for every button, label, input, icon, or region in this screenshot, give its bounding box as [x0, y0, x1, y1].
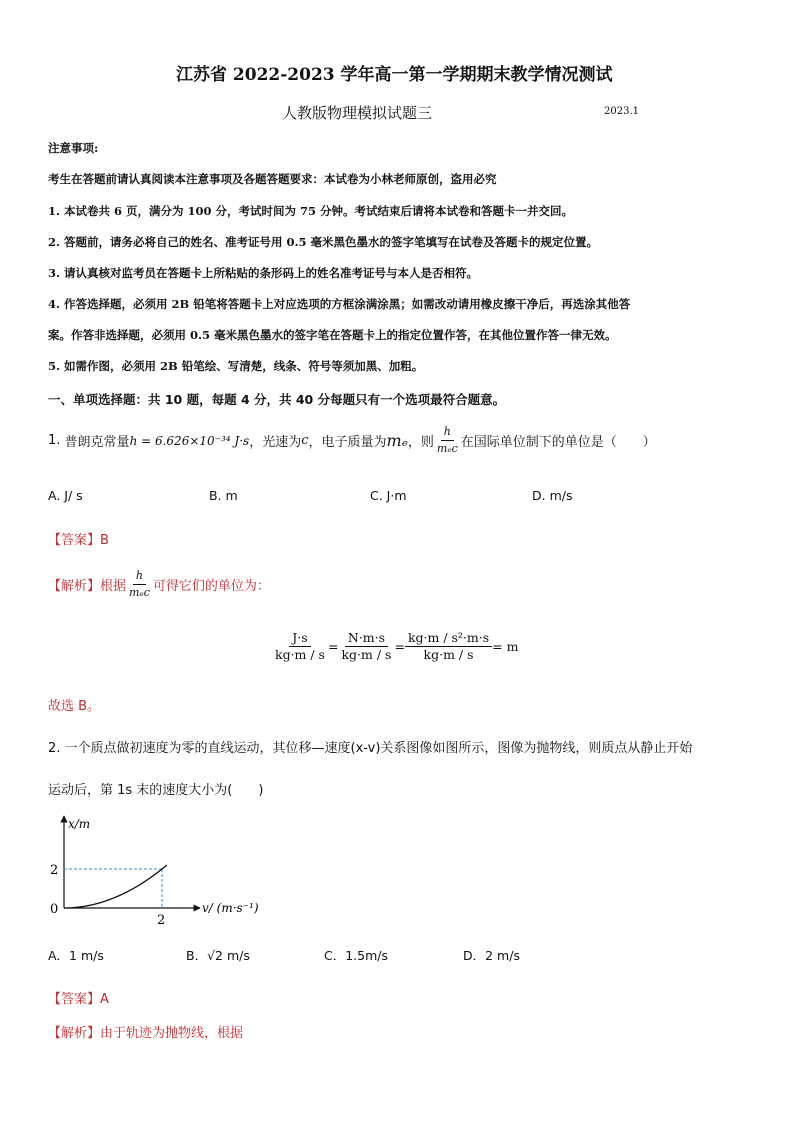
- fraction-denominator: kg·m / s: [275, 647, 325, 662]
- x-axis-label: v/ (m·s⁻¹): [202, 901, 259, 915]
- notice-line: 5. 如需作图，必须用 2B 铅笔绘、写清楚，线条、符号等须加黑、加粗。: [48, 359, 424, 373]
- fraction-denominator: mₑc: [129, 586, 150, 599]
- fraction-1: [272, 630, 328, 663]
- question-number: 2.: [48, 741, 61, 756]
- page-subtitle: 人教版物理模拟试题三: [282, 104, 433, 122]
- analysis-tag: 【解析】: [48, 579, 101, 594]
- question-text: 普朗克常量: [64, 435, 130, 450]
- fraction-h-mec: [126, 568, 153, 601]
- option-b[interactable]: B．√2 m/s: [186, 948, 250, 963]
- fraction-2: [338, 630, 394, 663]
- symbol-c: c: [301, 433, 309, 448]
- question-text: ，光速为: [249, 435, 302, 450]
- question-text: 在国际单位制下的单位是（ ）: [460, 435, 656, 450]
- notice-line: 2. 答题前，请务必将自己的姓名、准考证号用 0.5 毫米黑色墨水的签字笔填写在试卷及答题卡的规定位置。: [48, 235, 599, 249]
- analysis-2: [48, 1022, 243, 1041]
- y-tick-2: 2: [50, 863, 59, 878]
- analysis-text: 根据: [100, 579, 127, 594]
- question-text: 一个质点做初速度为零的直线运动，其位移—速度(x-v)关系图像如图所示，图像为抛物线，则质点从静止开始: [64, 741, 693, 756]
- fraction-denominator: kg·m / s: [423, 647, 474, 662]
- fraction-denominator: kg·m / s: [341, 647, 392, 662]
- option-b[interactable]: B. m: [209, 488, 238, 503]
- answer-value: B: [100, 533, 109, 548]
- option-a[interactable]: A. J/ s: [48, 488, 83, 503]
- analysis-1: [48, 568, 270, 601]
- unit-derivation: [272, 630, 518, 663]
- analysis-text: 由于轨迹为抛物线，根据: [100, 1026, 244, 1041]
- answer-value: A: [100, 992, 109, 1007]
- notice-line: 1. 本试卷共 6 页，满分为 100 分，考试时间为 75 分钟。考试结束后请将本试卷和答题卡一并交回。: [48, 204, 574, 218]
- page-title: 江苏省 2022-2023 学年高一第一学期期末教学情况测试: [176, 65, 613, 85]
- fraction-numerator: h: [133, 568, 146, 585]
- equals-sign: =: [394, 639, 405, 654]
- notice-line: 3. 请认真核对监考员在答题卡上所粘贴的条形码上的姓名准考证号与本人是否相符。: [48, 266, 479, 280]
- analysis-tag: 【解析】: [48, 1026, 101, 1041]
- question-2-line1: [48, 737, 692, 756]
- answer-tag: 【答案】: [48, 533, 101, 548]
- origin-label: 0: [50, 902, 59, 917]
- answer-1: [48, 529, 109, 548]
- fraction-numerator: J·s: [289, 630, 310, 647]
- section-heading: 一、单项选择题：共 10 题，每题 4 分，共 40 分每题只有一个选项最符合题意。: [48, 392, 506, 407]
- fraction-numerator: kg·m / s²·m·s: [405, 630, 492, 647]
- conclusion-1: 故选 B。: [48, 699, 101, 714]
- planck-formula: h = 6.626×10⁻³⁴ J·s: [129, 433, 250, 448]
- equals-sign: =: [327, 639, 339, 654]
- question-text: ，电子质量为: [308, 435, 387, 450]
- symbol-me: mₑ: [386, 431, 408, 450]
- option-a[interactable]: A．1 m/s: [48, 948, 104, 963]
- option-c[interactable]: C．1.5m/s: [324, 948, 389, 963]
- fraction-denominator: mₑc: [436, 442, 458, 455]
- notice-line: 案。作答非选择题，必须用 0.5 毫米黑色墨水的签字笔在答题卡上的指定位置作答，在其他位置作答一律无效。: [48, 328, 617, 342]
- analysis-text: 可得它们的单位为：: [152, 579, 270, 594]
- answer-tag: 【答案】: [48, 992, 101, 1007]
- xv-graph: [40, 812, 280, 932]
- question-text: ，则: [407, 435, 434, 450]
- fraction-3: [405, 630, 492, 663]
- option-c[interactable]: C. J·m: [370, 488, 407, 503]
- question-1: [48, 424, 656, 457]
- parabola-curve: [64, 865, 167, 908]
- answer-2: [48, 988, 109, 1007]
- exam-date: 2023.1: [604, 106, 639, 117]
- question-number: 1.: [48, 433, 61, 448]
- notice-line: 考生在答题前请认真阅读本注意事项及各题答题要求：本试卷为小林老师原创，盗用必究: [48, 172, 497, 186]
- y-axis-label: x/m: [68, 817, 91, 831]
- x-tick-2: 2: [157, 913, 166, 928]
- fraction-h-mec: [434, 424, 461, 457]
- equation-result: = m: [492, 639, 519, 654]
- fraction-numerator: h: [441, 424, 454, 441]
- option-d[interactable]: D．2 m/s: [463, 948, 520, 963]
- notice-heading: 注意事项:: [48, 141, 99, 155]
- option-d[interactable]: D. m/s: [532, 488, 573, 503]
- notice-line: 4. 作答选择题，必须用 2B 铅笔将答题卡上对应选项的方框涂满涂黑；如需改动请用橡皮擦干净后，再选涂其他答: [48, 297, 631, 311]
- question-2-line2: 运动后，第 1s 末的速度大小为( ): [48, 783, 264, 798]
- fraction-numerator: N·m·s: [345, 630, 388, 647]
